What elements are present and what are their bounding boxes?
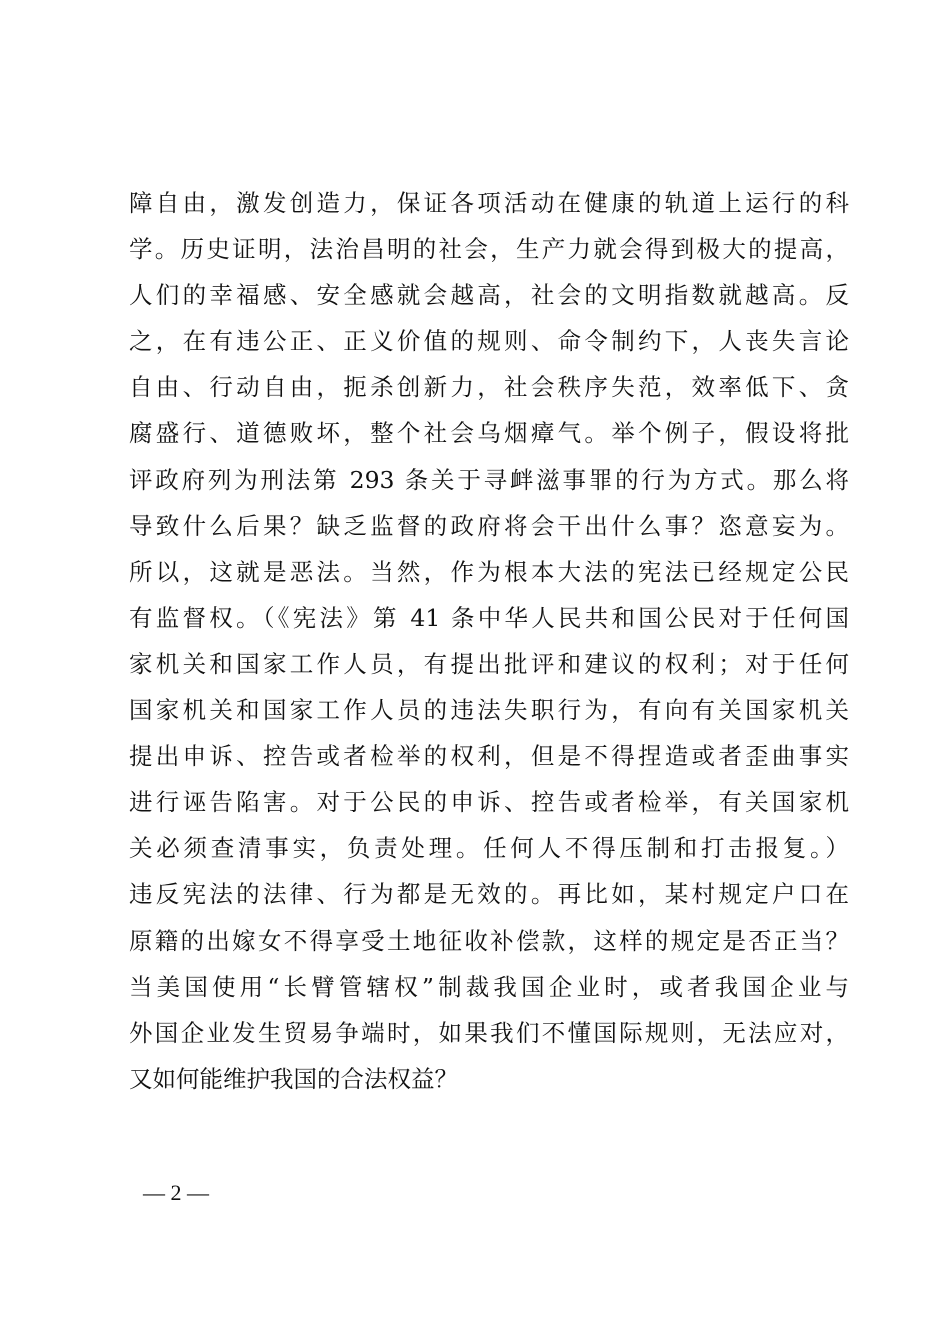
- text-line: 之，在有违公正、正义价值的规则、命令制约下，人丧失言论: [129, 327, 849, 356]
- text-line: 导致什么后果？缺乏监督的政府将会干出什么事？恣意妄为。: [129, 511, 849, 540]
- text-line: 学。历史证明，法治昌明的社会，生产力就会得到极大的提高，: [129, 235, 849, 264]
- text-line: 违反宪法的法律、行为都是无效的。再比如，某村规定户口在: [129, 880, 849, 909]
- text-line: 家机关和国家工作人员，有提出批评和建议的权利；对于任何: [129, 649, 849, 678]
- text-line: 障自由，激发创造力，保证各项活动在健康的轨道上运行的科: [129, 189, 849, 217]
- body-paragraph: [129, 180, 849, 1102]
- text-line: 外国企业发生贸易争端时，如果我们不懂国际规则，无法应对，: [129, 1018, 849, 1047]
- text-line: 评政府列为刑法第 293 条关于寻衅滋事罪的行为方式。那么将: [129, 465, 849, 494]
- text-line: 自由、行动自由，扼杀创新力，社会秩序失范，效率低下、贪: [129, 373, 849, 402]
- text-line: 国家机关和国家工作人员的违法失职行为，有向有关国家机关: [129, 696, 849, 725]
- text-line: 进行诬告陷害。对于公民的申诉、控告或者检举，有关国家机: [129, 788, 849, 817]
- text-line: 原籍的出嫁女不得享受土地征收补偿款，这样的规定是否正当？: [129, 926, 849, 955]
- page-number: — 2 —: [143, 1180, 209, 1205]
- text-line: 有监督权。（《宪法》第 41 条中华人民共和国公民对于任何国: [129, 603, 849, 632]
- text-line: 腐盛行、道德败坏，整个社会乌烟瘴气。举个例子，假设将批: [129, 419, 849, 448]
- text-line: 所以，这就是恶法。当然，作为根本大法的宪法已经规定公民: [129, 557, 849, 586]
- text-line: 人们的幸福感、安全感就会越高，社会的文明指数就越高。反: [129, 281, 849, 310]
- text-line: 当美国使用“长臂管辖权”制裁我国企业时，或者我国企业与: [129, 972, 849, 1001]
- text-line: 又如何能维护我国的合法权益？: [129, 1064, 458, 1093]
- text-line: 关必须查清事实，负责处理。任何人不得压制和打击报复。）: [129, 834, 849, 863]
- text-line: 提出申诉、控告或者检举的权利，但是不得捏造或者歪曲事实: [129, 742, 849, 771]
